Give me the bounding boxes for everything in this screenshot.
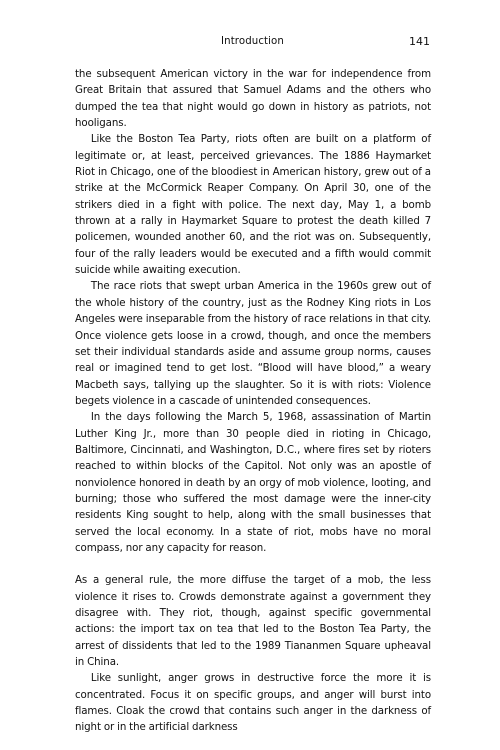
- paragraph-6: Like sunlight, anger grows in destructive force the more it is concentrated. Focus it on specific groups, and anger will burst into flames. Cloak the crowd that contains such anger in the darkness of night or in the artificial darkness: [75, 672, 431, 734]
- paragraph-4: In the days following the March 5, 1968, assassination of Martin Luther King Jr., more than 30 people died in rioting in Chicago, Baltimore, Cincinnati, and Washington, D.C., where fires set by rioters reached to within blocks of the Capitol. Not only was an apostle of nonviolence honored in death by an orgy of mob violence, looting, and burning; those who suffered the most damage were the inner-city residents King sought to help, along with the small businesses that served the local economy. In a state of riot, mobs have no moral compass, nor any capacity for reason.: [75, 411, 431, 554]
- page-number: 141: [409, 35, 430, 48]
- body-text: [75, 66, 431, 736]
- section-break: [75, 556, 431, 572]
- paragraph-3: The race riots that swept urban America in the 1960s grew out of the whole history of the country, just as the Rodney King riots in Los Angeles were inseparable from the history of race relations in that city. Once violence gets loose in a crowd, though, and once the members set their individual standards aside and assume group norms, causes real or imagined tend to get lost. “Blood will have blood,” a weary Macbeth says, tallying up the slaughter. So it is with riots: Violence begets violence in a cascade of unintended consequences.: [75, 280, 431, 407]
- running-header: [75, 34, 430, 50]
- paragraph-5: As a general rule, the more diffuse the target of a mob, the less violence it rises to. Crowds demonstrate against a government they disagree with. They riot, though, against specific governmental actions: the import tax on tea that led to the Boston Tea Party, the arrest of dissidents that led to the 1989 Tiananmen Square upheaval in China.: [75, 574, 431, 669]
- running-title: Introduction: [221, 36, 284, 47]
- paragraph-1: the subsequent American victory in the war for independence from Great Britain that assured that Samuel Adams and the others who dumped the tea that night would go down in history as patriots, not hooligans.: [75, 68, 431, 130]
- paragraph-2: Like the Boston Tea Party, riots often are built on a platform of legitimate or, at least, perceived grievances. The 1886 Haymarket Riot in Chicago, one of the bloodiest in American history, grew out of a strike at the McCormick Reaper Company. On April 30, one of the strikers died in a fight with police. The next day, May 1, a bomb thrown at a rally in Haymarket Square to protest the death killed 7 policemen, wounded another 60, and the riot was on. Subsequently, four of the rally leaders would be executed and a fifth would commit suicide while awaiting execution.: [75, 133, 431, 277]
